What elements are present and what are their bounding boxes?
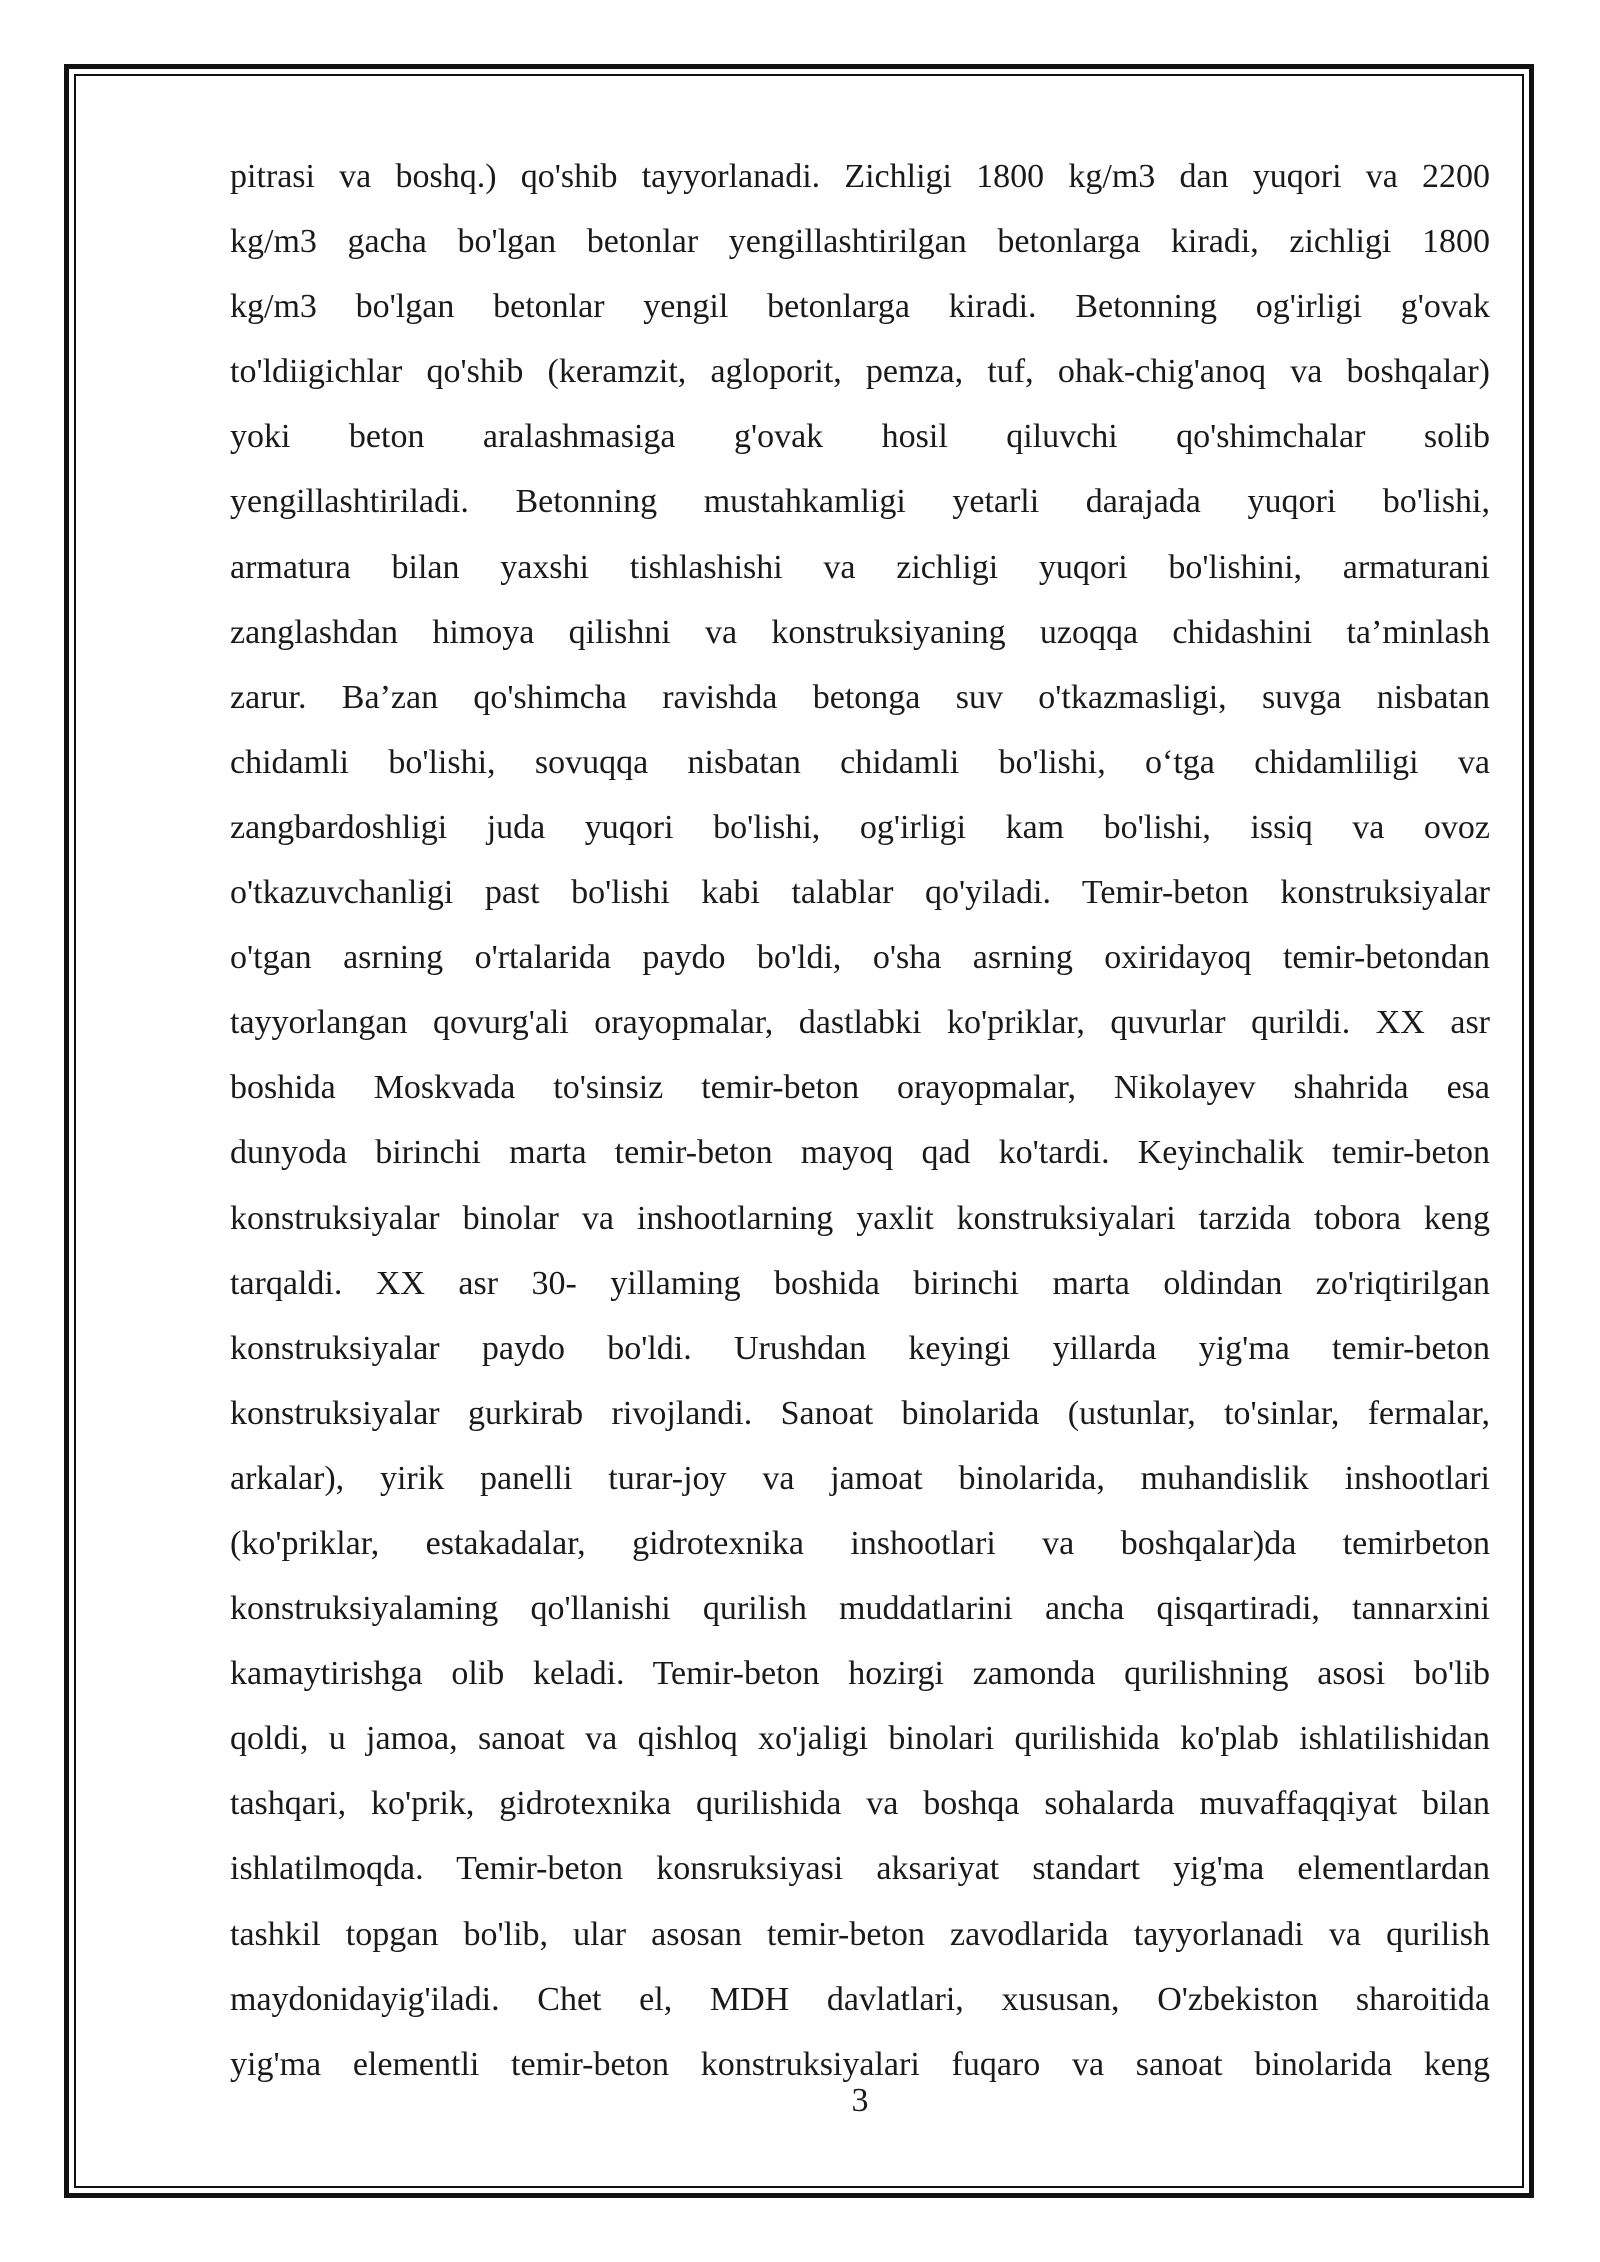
text-line: to'ldiigichlar qo'shib (keramzit, agloporit, pemza, tuf, ohak-chig'anoq va boshqalar): [230, 353, 1490, 391]
text-line: qoldi, u jamoa, sanoat va qishloq xo'jaligi binolari qurilishida ko'plab ishlatilishidan: [230, 1720, 1490, 1758]
text-line: tayyorlangan qovurg'ali orayopmalar, dastlabki ko'priklar, quvurlar qurildi. XX asr: [230, 1004, 1490, 1042]
text-line: zarur. Ba’zan qo'shimcha ravishda betonga suv o'tkazmasligi, suvga nisbatan: [230, 678, 1490, 716]
text-line: o'tkazuvchanligi past bo'lishi kabi talablar qo'yiladi. Temir-beton konstruksiyalar: [230, 874, 1490, 912]
text-line: kamaytirishga olib keladi. Temir-beton hozirgi zamonda qurilishning asosi bo'lib: [230, 1655, 1490, 1693]
text-line: arkalar), yirik panelli turar-joy va jamoat binolarida, muhandislik inshootlari: [230, 1459, 1490, 1497]
text-line: tashkil topgan bo'lib, ular asosan temir-beton zavodlarida tayyorlanadi va qurilish: [230, 1915, 1490, 1953]
text-line: tashqari, ko'prik, gidrotexnika qurilishida va boshqa sohalarda muvaffaqqiyat bilan: [230, 1785, 1490, 1823]
text-line: kg/m3 gacha bo'lgan betonlar yengillashtirilgan betonlarga kiradi, zichligi 1800: [230, 223, 1490, 261]
text-line: kg/m3 bo'lgan betonlar yengil betonlarga kiradi. Betonning og'irligi g'ovak: [230, 288, 1490, 326]
text-line: konstruksiyalaming qo'llanishi qurilish muddatlarini ancha qisqartiradi, tannarxini: [230, 1590, 1490, 1628]
text-line: maydonidayig'iladi. Chet el, MDH davlatlari, xususan, O'zbekiston sharoitida: [230, 1980, 1490, 2018]
text-line: yig'ma elementli temir-beton konstruksiyalari fuqaro va sanoat binolarida keng: [230, 2045, 1490, 2083]
text-line: ishlatilmoqda. Temir-beton konsruksiyasi aksariyat standart yig'ma elementlardan: [230, 1850, 1490, 1888]
text-line: boshida Moskvada to'sinsiz temir-beton orayopmalar, Nikolayev shahrida esa: [230, 1069, 1490, 1107]
text-line: o'tgan asrning o'rtalarida paydo bo'ldi, o'sha asrning oxiridayoq temir-betondan: [230, 939, 1490, 977]
text-line: yengillashtiriladi. Betonning mustahkamligi yetarli darajada yuqori bo'lishi,: [230, 483, 1490, 521]
text-line: tarqaldi. XX asr 30- yillaming boshida birinchi marta oldindan zo'riqtirilgan: [230, 1264, 1490, 1302]
text-line: konstruksiyalar gurkirab rivojlandi. Sanoat binolarida (ustunlar, to'sinlar, fermalar,: [230, 1394, 1490, 1432]
text-line: armatura bilan yaxshi tishlashishi va zichligi yuqori bo'lishini, armaturani: [230, 548, 1490, 586]
text-line: konstruksiyalar paydo bo'ldi. Urushdan keyingi yillarda yig'ma temir-beton: [230, 1329, 1490, 1367]
text-line: pitrasi va boshq.) qo'shib tayyorlanadi. Zichligi 1800 kg/m3 dan yuqori va 2200: [230, 158, 1490, 195]
text-line: zangbardoshligi juda yuqori bo'lishi, og'irligi kam bo'lishi, issiq va ovoz: [230, 808, 1490, 846]
body-text: [230, 144, 1490, 2097]
page-number: 3: [851, 2082, 869, 2119]
text-line: zanglashdan himoya qilishni va konstruksiyaning uzoqqa chidashini ta’minlash: [230, 613, 1490, 651]
text-line: yoki beton aralashmasiga g'ovak hosil qiluvchi qo'shimchalar solib: [230, 418, 1490, 456]
text-line: chidamli bo'lishi, sovuqqa nisbatan chidamli bo'lishi, o‘tga chidamliligi va: [230, 743, 1490, 781]
text-line: dunyoda birinchi marta temir-beton mayoq qad ko'tardi. Keyinchalik temir-beton: [230, 1134, 1490, 1172]
text-line: konstruksiyalar binolar va inshootlarning yaxlit konstruksiyalari tarzida tobora keng: [230, 1199, 1490, 1237]
text-line: (ko'priklar, estakadalar, gidrotexnika inshootlari va boshqalar)da temirbeton: [230, 1524, 1490, 1562]
